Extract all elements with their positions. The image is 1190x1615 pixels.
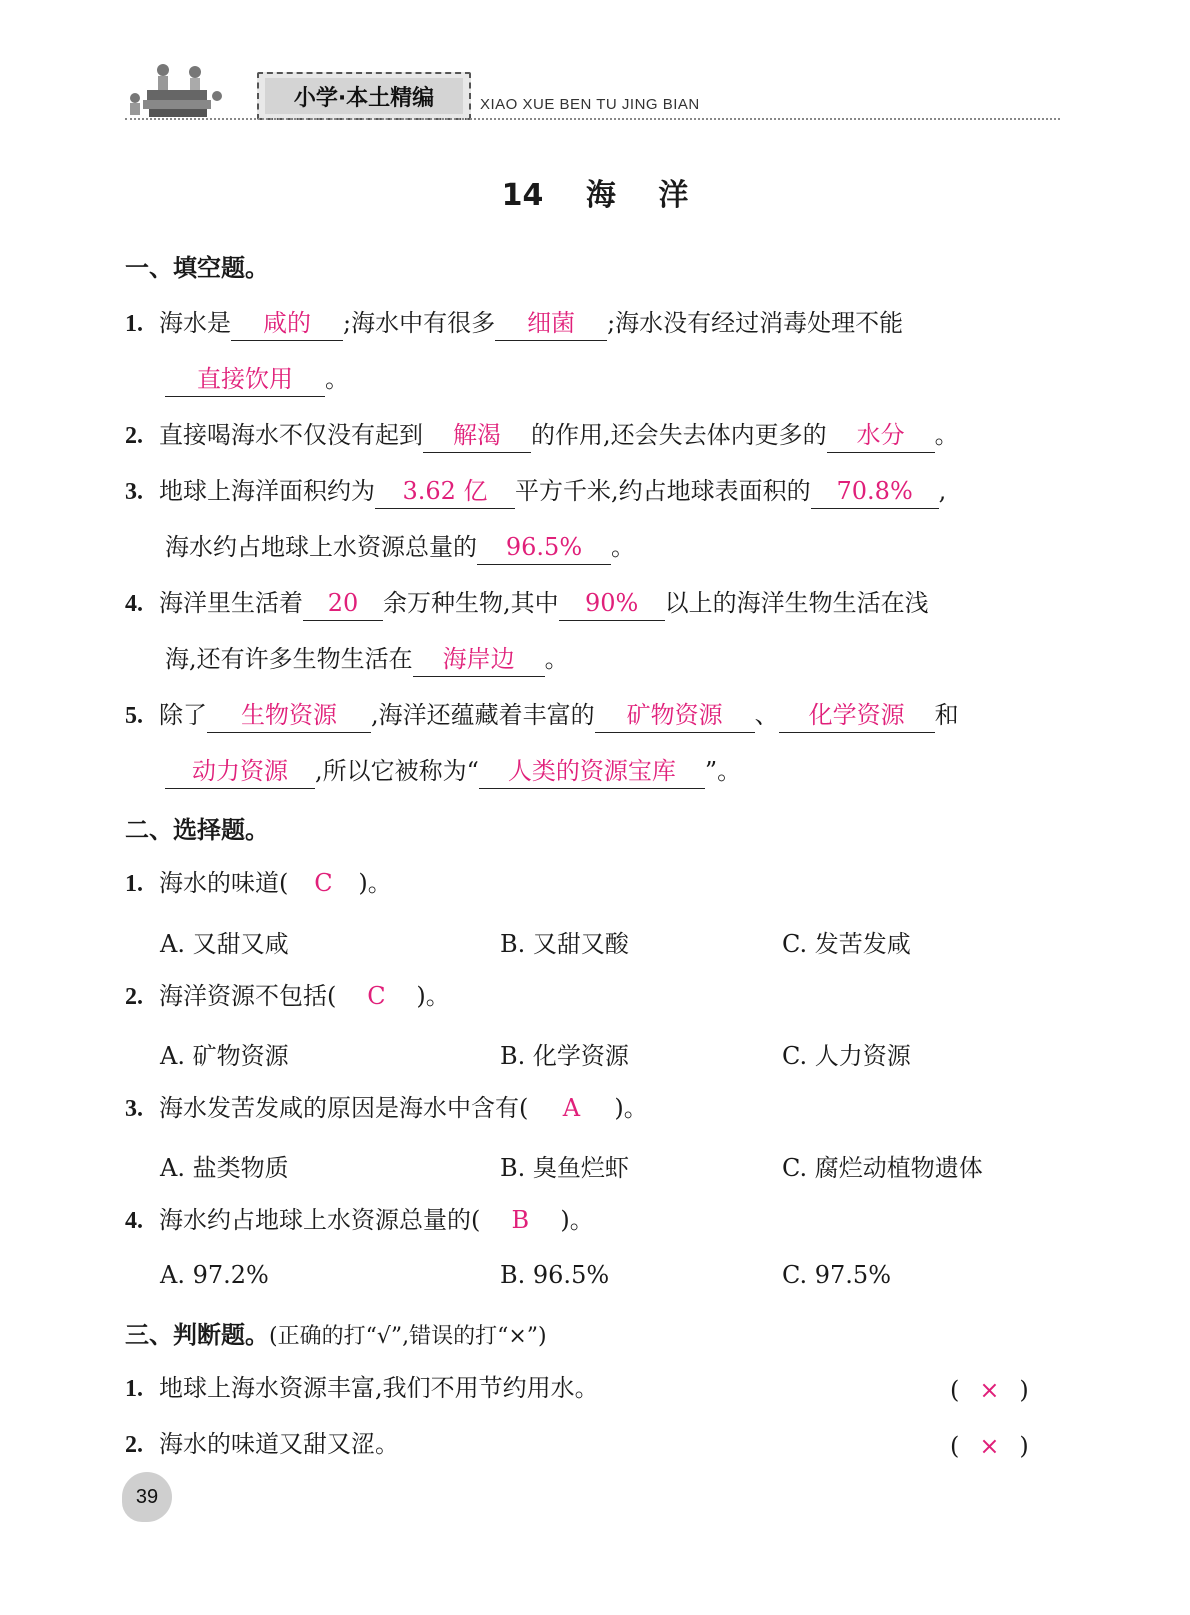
choice-q1-option-a: A. 又甜又咸 [160,930,289,958]
series-title: 小学·本土精编 [265,78,463,114]
page-title [0,170,1190,214]
answer-blank: 96.5% [477,530,611,565]
question-number: 4. [125,591,143,617]
answer-blank: 人类的资源宝库 [479,754,705,789]
series-title-box [257,72,471,120]
page-header [125,60,1060,130]
choice-q1-option-c: C. 发苦发咸 [782,930,911,958]
question-number: 3. [125,1096,143,1122]
section-choice-heading: 二、选择题。 [125,816,269,844]
question-number: 2. [125,423,143,449]
fill-q4-line2: 海,还有许多生物生活在 海岸边 。 [165,639,569,679]
judge-mark: × [979,1376,1000,1404]
answer-blank: 水分 [827,418,935,453]
choice-q2-option-a: A. 矿物资源 [160,1042,289,1070]
choice-q2-option-b: B. 化学资源 [500,1042,629,1070]
question-number: 2. [125,1432,143,1458]
choice-q3-option-c: C. 腐烂动植物遗体 [782,1154,983,1182]
choice-q4-option-a: A. 97.2% [160,1261,269,1289]
choice-answer: B [511,1206,530,1234]
choice-q3-stem: 3. 海水发苦发咸的原因是海水中含有( A )。 [125,1088,648,1128]
judge-mark: × [979,1432,1000,1460]
answer-blank: 20 [303,586,383,621]
choice-q1-option-b: B. 又甜又酸 [500,930,629,958]
question-number: 1. [125,1376,143,1402]
fill-q5-line1: 5. 除了 生物资源 ,海洋还蕴藏着丰富的 矿物资源 、 化学资源 和 [125,695,959,735]
answer-blank: 90% [559,586,665,621]
judge-q1-answer: ( × ) [950,1376,1029,1404]
question-number: 1. [125,311,143,337]
series-pinyin: XIAO XUE BEN TU JING BIAN [480,96,700,113]
fill-q2: 2. 直接喝海水不仅没有起到 解渴 的作用,还会失去体内更多的 水分 。 [125,415,959,455]
answer-blank: 矿物资源 [595,698,755,733]
title-char-1: 海 [585,178,616,213]
fill-q1-line1: 1. 海水是 咸的 ;海水中有很多 细菌 ;海水没有经过消毒处理不能 [125,303,903,343]
fill-q3-line2: 海水约占地球上水资源总量的 96.5% 。 [165,527,635,567]
choice-q1-stem: 1. 海水的味道( C )。 [125,863,392,903]
section-fill-heading: 一、填空题。 [125,254,269,282]
choice-q4-option-c: C. 97.5% [782,1261,892,1289]
choice-q2-stem: 2. 海洋资源不包括( C )。 [125,976,450,1016]
question-number: 3. [125,479,143,505]
answer-blank: 生物资源 [207,698,371,733]
question-number: 4. [125,1208,143,1234]
fill-q5-line2: 动力资源 ,所以它被称为“ 人类的资源宝库 ”。 [165,751,741,791]
choice-answer: A [562,1094,581,1122]
header-divider [125,118,1060,120]
judge-instructions: (正确的打“√”,错误的打“×”) [269,1324,547,1349]
answer-blank: 咸的 [231,306,343,341]
choice-q2-option-c: C. 人力资源 [782,1042,911,1070]
answer-blank: 动力资源 [165,754,315,789]
judge-q2-answer: ( × ) [950,1432,1029,1460]
fill-q1-line2: 直接饮用 。 [165,359,349,399]
choice-answer: C [314,869,333,897]
choice-q4-stem: 4. 海水约占地球上水资源总量的( B )。 [125,1200,594,1240]
answer-blank: 直接饮用 [165,362,325,397]
choice-q3-option-b: B. 臭鱼烂虾 [500,1154,629,1182]
choice-q3-option-a: A. 盐类物质 [160,1154,289,1182]
choice-q4-option-b: B. 96.5% [500,1261,610,1289]
answer-blank: 海岸边 [413,642,545,677]
question-number: 5. [125,703,143,729]
answer-blank: 化学资源 [779,698,935,733]
question-number: 2. [125,984,143,1010]
answer-blank: 70.8% [811,474,939,509]
children-reading-logo-icon [125,60,225,122]
fill-q4-line1: 4. 海洋里生活着 20 余万种生物,其中 90% 以上的海洋生物生活在浅 [125,583,929,623]
page-number: 39 [122,1472,172,1522]
fill-q3-line1: 3. 地球上海洋面积约为 3.62 亿 平方千米,约占地球表面积的 70.8% , [125,471,946,511]
title-char-2: 洋 [658,178,689,213]
judge-q1: 1. 地球上海水资源丰富,我们不用节约用水。 [125,1368,599,1408]
section-judge-heading: 三、判断题。(正确的打“√”,错误的打“×”) [125,1321,547,1349]
question-number: 1. [125,871,143,897]
choice-answer: C [367,982,386,1010]
answer-blank: 3.62 亿 [375,474,515,509]
answer-blank: 细菌 [495,306,607,341]
judge-q2: 2. 海水的味道又甜又涩。 [125,1424,399,1464]
lesson-number: 14 [501,178,544,213]
answer-blank: 解渴 [423,418,531,453]
